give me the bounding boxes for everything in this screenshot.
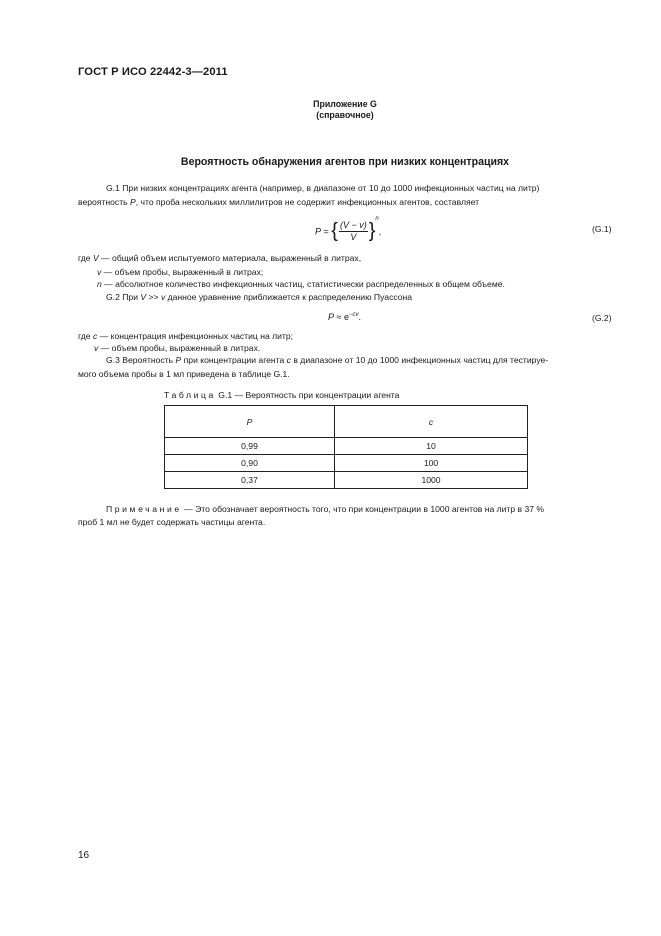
where1-line1	[78, 253, 361, 263]
table-header-row	[165, 406, 528, 438]
text: G.3 Вероятность	[106, 355, 176, 365]
eq-sign: =	[321, 226, 332, 237]
variable-P: P	[175, 355, 182, 365]
where1-line2	[97, 267, 263, 277]
table-cell-p: 0,99	[165, 438, 335, 455]
paragraph-g2	[106, 292, 412, 302]
text: G.2 При	[106, 292, 141, 302]
variable-c: c	[92, 331, 98, 341]
eq-lhs: P	[315, 226, 322, 237]
page-number: 16	[78, 850, 90, 861]
eq-exponent: −cv	[348, 312, 359, 318]
eq-tail: ,	[378, 226, 382, 237]
fraction	[339, 220, 368, 243]
paragraph-g1-line2	[78, 197, 479, 207]
variable-n: n	[97, 279, 102, 289]
table-cell-p: 0,90	[165, 455, 335, 472]
where2-line1	[78, 331, 293, 341]
text: вероятность	[78, 197, 131, 207]
right-brace: }	[368, 220, 376, 243]
equation-g1	[315, 216, 381, 243]
text: где	[78, 331, 93, 341]
eq-sign: ≈ e	[334, 312, 349, 322]
text: , что проба нескольких миллилитров не содержит инфекционных агентов, составляет	[135, 197, 480, 207]
table-header-c: c	[335, 406, 528, 438]
fraction-numerator: (V − v)	[339, 220, 367, 231]
text: — концентрация инфекционных частиц на литр;	[97, 331, 294, 341]
probability-table	[164, 405, 528, 489]
text: — абсолютное количество инфекционных частиц, статистически распределенных в общем объеме.	[101, 279, 505, 289]
eq-tail: .	[358, 312, 361, 322]
table-row	[165, 455, 528, 472]
annex-title: Приложение G	[313, 99, 377, 109]
eq-lhs: P	[328, 312, 335, 322]
variable-v: v	[97, 267, 102, 277]
annex-subtitle: (справочное)	[316, 110, 374, 120]
equation-g2	[328, 312, 361, 322]
table-cell-p: 0,37	[165, 472, 335, 489]
variable-p: P	[130, 197, 136, 207]
where2-line2	[94, 343, 260, 353]
variable-v: v	[160, 292, 166, 302]
table-caption-text: G.1 — Вероятность при концентрации агента	[218, 390, 400, 400]
table-header-p: P	[165, 406, 335, 438]
table-caption-label: Таблица	[164, 390, 216, 400]
paragraph-g3-line2: мого объема пробы в 1 мл приведена в таблице G.1.	[78, 369, 290, 379]
variable-c: c	[286, 355, 291, 365]
eq-exponent: n	[375, 216, 379, 222]
table-cell-c: 100	[335, 455, 528, 472]
text: данное уравнение приближается к распределению Пуассона	[165, 292, 413, 302]
note-text: — Это обозначает вероятность того, что при концентрации в 1000 агентов на литр в 37 %	[181, 504, 545, 514]
equation-number-g1: (G.1)	[592, 224, 612, 234]
table-cell-c: 1000	[335, 472, 528, 489]
fraction-denominator: V	[350, 232, 357, 243]
table-caption	[164, 390, 399, 400]
note-label: Примечание	[106, 504, 182, 514]
text: — объем пробы, выраженный в литрах.	[98, 343, 261, 353]
variable-V: V	[140, 292, 147, 302]
variable-v: v	[94, 343, 99, 353]
text: >>	[146, 292, 161, 302]
table-row	[165, 472, 528, 489]
paragraph-g3-line1	[106, 355, 548, 365]
text: где	[78, 253, 93, 263]
document-header: ГОСТ Р ИСО 22442-3—2011	[78, 66, 228, 78]
note-line2: проб 1 мл не будет содержать частицы агента.	[78, 517, 266, 527]
where1-line3	[97, 279, 505, 289]
table-cell-c: 10	[335, 438, 528, 455]
text: в диапазоне от 10 до 1000 инфекционных частиц для тестируе-	[290, 355, 549, 365]
table-row	[165, 438, 528, 455]
paragraph-g1-line1: G.1 При низких концентрациях агента (например, в диапазоне от 10 до 1000 инфекционных частиц на литр)	[106, 183, 540, 193]
note-line1	[106, 504, 544, 514]
text: — общий объем испытуемого материала, выраженный в литрах,	[98, 253, 362, 263]
variable-V: V	[92, 253, 99, 263]
text: при концентрации агента	[181, 355, 287, 365]
left-brace: {	[331, 220, 338, 243]
equation-number-g2: (G.2)	[592, 313, 612, 323]
text: — объем пробы, выраженный в литрах;	[101, 267, 264, 277]
section-heading: Вероятность обнаружения агентов при низких концентрациях	[180, 156, 510, 168]
